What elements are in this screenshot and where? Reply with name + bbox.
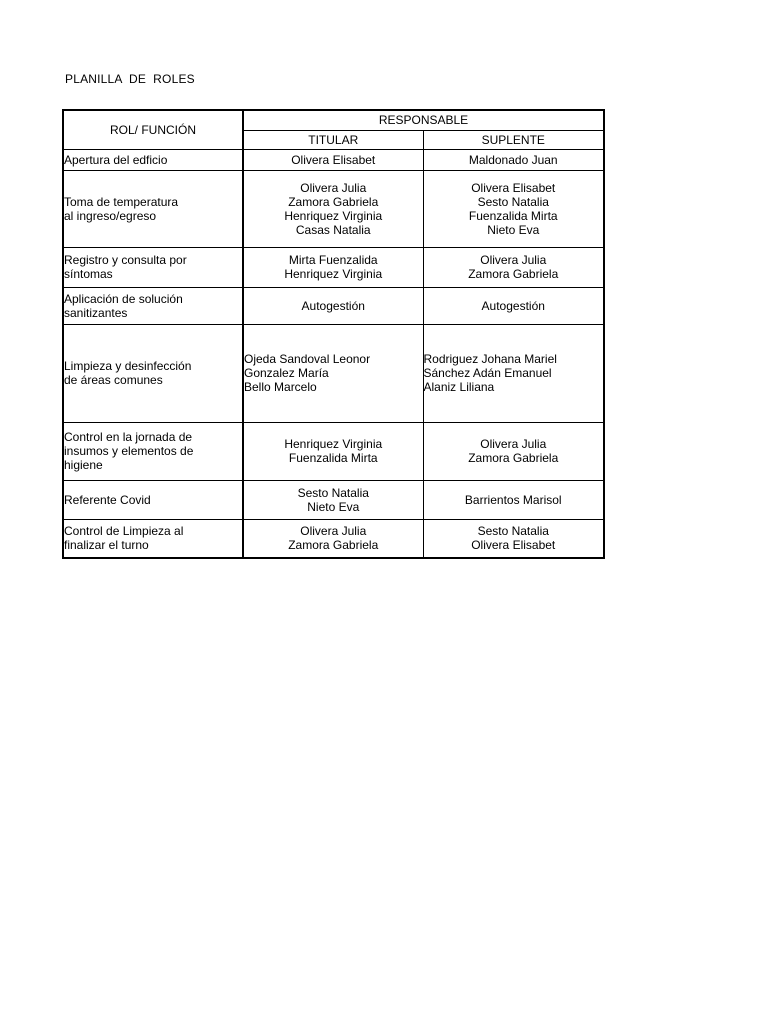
- document-title: PLANILLA DE ROLES: [65, 72, 195, 86]
- titular-cell: Olivera Elisabet: [243, 149, 423, 170]
- role-cell: Control de Limpieza al finalizar el turno: [63, 519, 243, 558]
- role-cell: Toma de temperatura al ingreso/egreso: [63, 170, 243, 247]
- suplente-cell: Rodriguez Johana Mariel Sánchez Adán Emanuel Alaniz Liliana: [423, 324, 604, 422]
- suplente-cell: Barrientos Marisol: [423, 480, 604, 519]
- table-row: [63, 149, 604, 170]
- suplente-cell: Olivera Julia Zamora Gabriela: [423, 247, 604, 287]
- suplente-cell: Maldonado Juan: [423, 149, 604, 170]
- role-cell: Registro y consulta por síntomas: [63, 247, 243, 287]
- header-suplente: SUPLENTE: [423, 130, 604, 149]
- table-row: [63, 170, 604, 247]
- titular-cell: Sesto Natalia Nieto Eva: [243, 480, 423, 519]
- suplente-cell: Autogestión: [423, 287, 604, 324]
- roles-table: [62, 109, 605, 559]
- table-row: [63, 287, 604, 324]
- role-cell: Control en la jornada de insumos y elementos de higiene: [63, 422, 243, 480]
- table-row: [63, 422, 604, 480]
- suplente-cell: Olivera Julia Zamora Gabriela: [423, 422, 604, 480]
- suplente-cell: Olivera Elisabet Sesto Natalia Fuenzalida Mirta Nieto Eva: [423, 170, 604, 247]
- header-titular: TITULAR: [243, 130, 423, 149]
- titular-cell: Olivera Julia Zamora Gabriela: [243, 519, 423, 558]
- suplente-cell: Sesto Natalia Olivera Elisabet: [423, 519, 604, 558]
- roles-table-body: [63, 149, 604, 558]
- titular-cell: Henriquez Virginia Fuenzalida Mirta: [243, 422, 423, 480]
- table-row: [63, 324, 604, 422]
- role-cell: Aplicación de solución sanitizantes: [63, 287, 243, 324]
- header-responsible: RESPONSABLE: [243, 110, 604, 130]
- role-cell: Referente Covid: [63, 480, 243, 519]
- role-cell: Limpieza y desinfección de áreas comunes: [63, 324, 243, 422]
- titular-cell: Autogestión: [243, 287, 423, 324]
- titular-cell: Ojeda Sandoval Leonor Gonzalez María Bello Marcelo: [243, 324, 423, 422]
- role-cell: Apertura del edficio: [63, 149, 243, 170]
- table-row: [63, 519, 604, 558]
- header-role: ROL/ FUNCIÓN: [63, 110, 243, 149]
- titular-cell: Olivera Julia Zamora Gabriela Henriquez Virginia Casas Natalia: [243, 170, 423, 247]
- titular-cell: Mirta Fuenzalida Henriquez Virginia: [243, 247, 423, 287]
- table-row: [63, 247, 604, 287]
- table-row: [63, 480, 604, 519]
